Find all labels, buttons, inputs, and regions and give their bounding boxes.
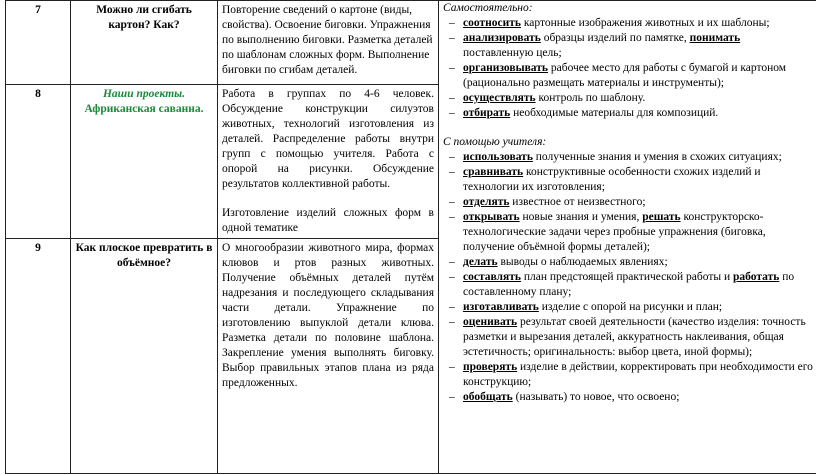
list-item: – организовывать рабочее место для работы с бумагой и картоном: [463, 61, 813, 76]
lesson-number: 7: [6, 1, 71, 85]
teacher-header: С помощью учителя:: [443, 135, 813, 150]
lesson-number: 8: [6, 85, 71, 239]
list-item: – отделять известное от неизвестного;: [463, 195, 813, 210]
teacher-list: [443, 150, 813, 405]
lesson-topic: [71, 85, 218, 239]
lesson-topic: Как плоское превратить в объёмное?: [71, 239, 218, 474]
list-item: – сравнивать конструктивные особенности схожих изделий и технологии их изготовления;: [463, 165, 813, 195]
self-header: Самостоятельно:: [443, 1, 813, 16]
lesson-description: Повторение сведений о картоне (виды, свойства). Освоение биговки. Упражнения по выполнению биговки. Разметка деталей по шаблонам сложных форм. Выполнение биговки по сгибам деталей.: [218, 1, 439, 85]
list-item: – обобщать (называть) то новое, что освоено;: [463, 390, 813, 405]
description-paragraph: Работа в группах по 4-6 человек. Обсуждение конструкции силуэтов животных, технологий изготовления из деталей. Распределение работы внутри групп с помощью учителя. Работа с опорой на рисунки. Обсуждение результатов коллективной работы.: [222, 87, 434, 192]
list-item: – делать выводы о наблюдаемых явлениях;: [463, 255, 813, 270]
self-list: [443, 16, 813, 76]
lesson-topic: Можно ли сгибать картон? Как?: [71, 1, 218, 85]
list-item: – отбирать необходимые материалы для композиций.: [463, 106, 813, 121]
project-subtitle: Африканская саванна.: [75, 102, 213, 117]
learning-activities-cell: [439, 1, 816, 474]
self-list-2: [443, 91, 813, 121]
list-continuation: (рационально размещать материалы и инструменты);: [443, 76, 813, 91]
list-item: – соотносить картонные изображения животных и их шаблоны;: [463, 16, 813, 31]
lesson-description: [218, 85, 439, 239]
list-item: – использовать полученные знания и умения в схожих ситуациях;: [463, 150, 813, 165]
table-row-7: [6, 1, 816, 85]
lesson-plan-table: [5, 0, 816, 474]
lesson-description: О многообразии животного мира, формах клювов и ртов разных животных. Получение объёмных деталей путём надрезания и последующего складывания части детали. Упражнение по изготовлению выпуклой детали клюва. Разметка детали по половине шаблона. Закрепление умения выполнять биговку. Выбор правильных этапов плана из ряда предложенных.: [218, 239, 439, 474]
list-item: – проверять изделие в действии, корректировать при необходимости его конструкцию;: [463, 360, 813, 390]
list-item: – изготавливать изделие с опорой на рисунки и план;: [463, 300, 813, 315]
list-item: – анализировать образцы изделий по памятке, понимать поставленную цель;: [463, 31, 813, 61]
project-title: Наши проекты.: [75, 87, 213, 102]
lesson-number: 9: [6, 239, 71, 474]
description-paragraph: Изготовление изделий сложных форм в одной тематике: [222, 206, 434, 236]
list-item: – открывать новые знания и умения, решать конструкторско-технологические задачи через пробные упражнения (биговка, получение объёмной формы деталей);: [463, 210, 813, 255]
list-item: – составлять план предстоящей практической работы и работать по составленному плану;: [463, 270, 813, 300]
list-item: – оценивать результат своей деятельности (качество изделия: точность разметки и вырезания деталей, аккуратность наклеивания, общая эстетичность; оригинальность: выбор цвета, иной формы);: [463, 315, 813, 360]
list-item: – осуществлять контроль по шаблону.: [463, 91, 813, 106]
